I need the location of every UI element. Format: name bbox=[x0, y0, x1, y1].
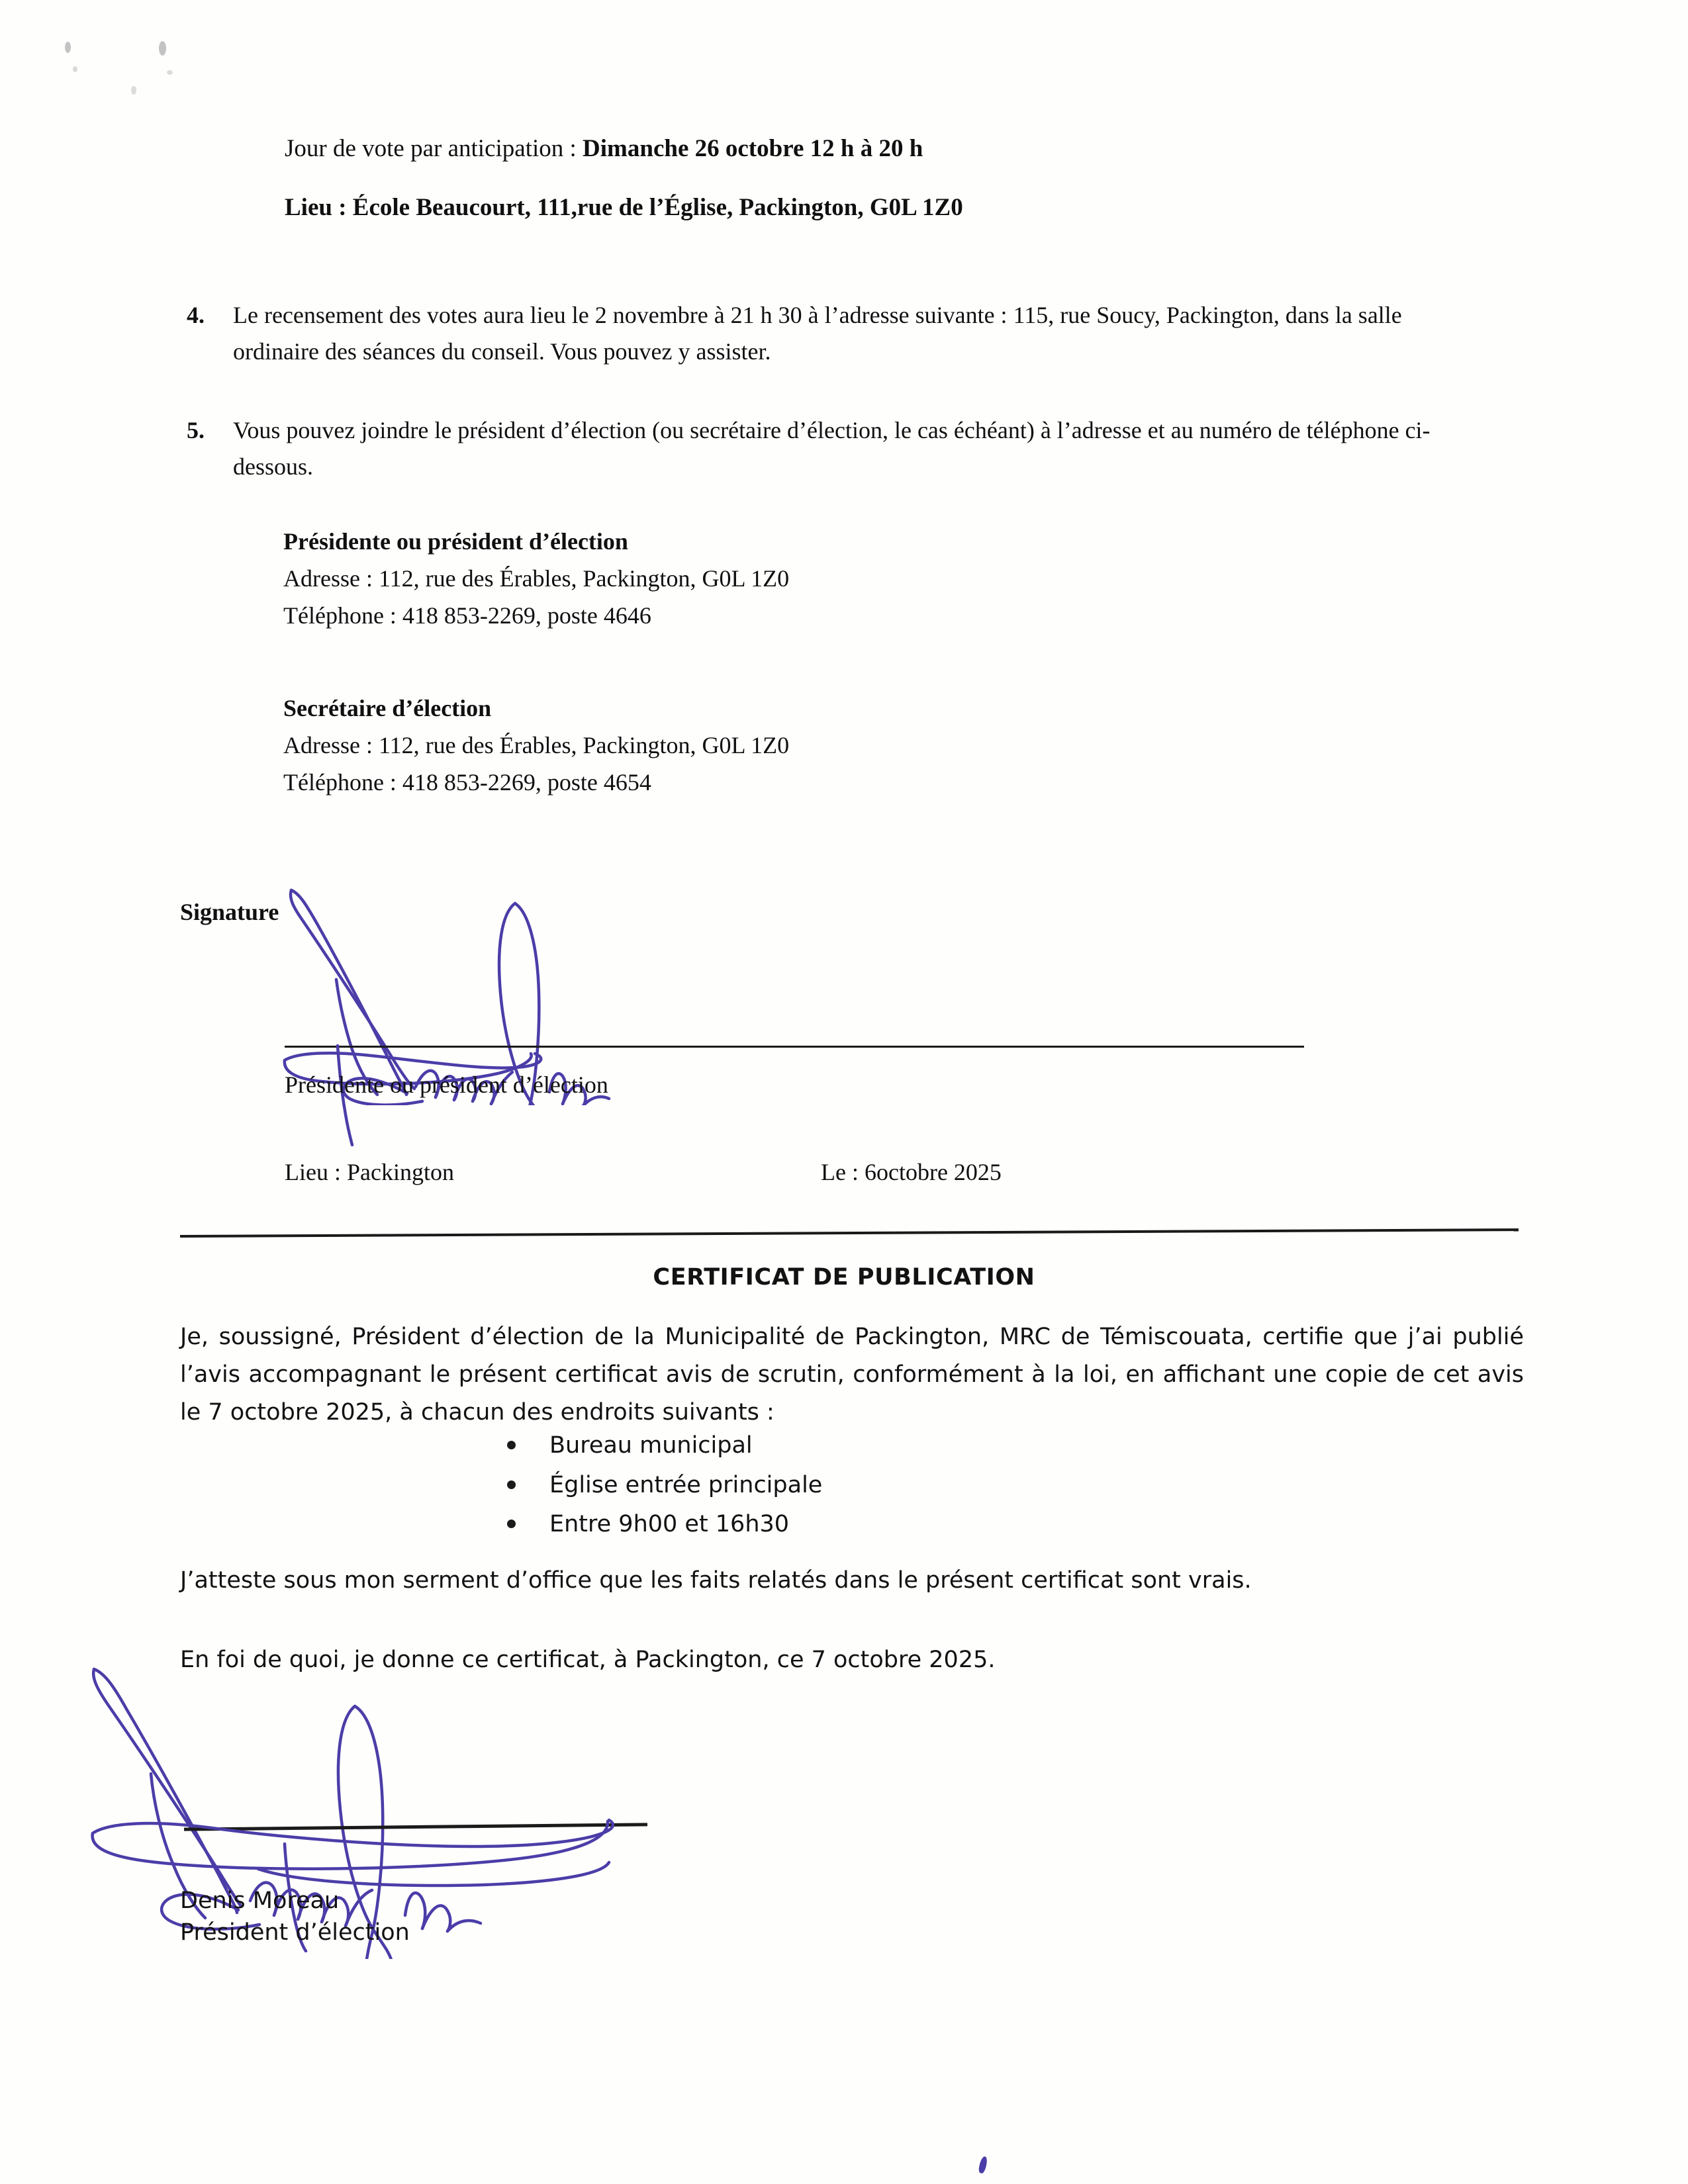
list-item bbox=[503, 1426, 822, 1466]
list-item bbox=[503, 1466, 822, 1506]
section-divider bbox=[180, 1228, 1519, 1238]
signature-place: Lieu : Packington bbox=[285, 1159, 454, 1185]
location-label: Bureau municipal bbox=[549, 1432, 753, 1459]
contact-block-president bbox=[283, 523, 789, 634]
contact-phone: Téléphone : 418 853-2269, poste 4646 bbox=[283, 602, 651, 629]
contact-address: Adresse : 112, rue des Érables, Packington, G0L 1Z0 bbox=[283, 565, 790, 592]
signature-caption-top: Présidente ou président d’élection bbox=[285, 1071, 608, 1098]
signature-flourish-bottom bbox=[79, 1780, 741, 1952]
scan-speckle bbox=[65, 42, 71, 53]
numbered-item-5 bbox=[187, 412, 1464, 484]
contact-phone: Téléphone : 418 853-2269, poste 4654 bbox=[283, 769, 651, 796]
scan-speckle bbox=[73, 66, 77, 72]
location-label: Église entrée principale bbox=[549, 1471, 823, 1498]
list-item bbox=[503, 1505, 822, 1545]
contact-address: Adresse : 112, rue des Érables, Packington, G0L 1Z0 bbox=[283, 732, 790, 759]
bullet-icon bbox=[507, 1480, 516, 1489]
signature-rule-top bbox=[285, 1046, 1304, 1048]
contact-block-secretary bbox=[283, 690, 789, 801]
signature-label: Signature bbox=[180, 899, 279, 925]
bullet-icon bbox=[507, 1441, 516, 1449]
signer-name-block bbox=[180, 1885, 410, 1949]
certificate-paragraph: Je, soussigné, Président d’élection de la Municipalité de Packington, MRC de Témiscouata, certifie que j’ai publié l’avis accompagnant le présent certificat avis de scrutin, conformément à la loi, en affichant une copie de cet avis le 7 octobre 2025, à chacun des endroits suivants : bbox=[180, 1324, 1524, 1426]
contact-role: Présidente ou président d’élection bbox=[283, 528, 628, 555]
bullet-icon bbox=[507, 1520, 516, 1528]
certificate-title: CERTIFICAT DE PUBLICATION bbox=[653, 1264, 1035, 1291]
signature-rule-bottom bbox=[184, 1823, 647, 1831]
signature-date: Le : 6octobre 2025 bbox=[821, 1159, 1002, 1185]
closing-paragraph: En foi de quoi, je donne ce certificat, à Packington, ce 7 octobre 2025. bbox=[180, 1647, 996, 1673]
numbered-item-4 bbox=[187, 297, 1464, 369]
advance-vote-line bbox=[285, 134, 923, 163]
signer-name: Denis Moreau bbox=[180, 1888, 340, 1914]
polling-location-line: Lieu : École Beaucourt, 111,rue de l’Église, Packington, G0L 1Z0 bbox=[285, 194, 963, 221]
publication-locations-list bbox=[503, 1426, 822, 1545]
item-text: Le recensement des votes aura lieu le 2 novembre à 21 h 30 à l’adresse suivante : 115, rue Soucy, Packington, dans la salle ordinaire des séances du conseil. Vous pouvez y assister. bbox=[233, 302, 1402, 365]
item-number: 4. bbox=[187, 302, 205, 328]
scan-speckle bbox=[159, 41, 166, 56]
item-number: 5. bbox=[187, 417, 205, 443]
signature-ink-bottom bbox=[79, 1641, 741, 1959]
contact-role: Secrétaire d’élection bbox=[283, 695, 492, 721]
advance-vote-label: Jour de vote par anticipation : bbox=[285, 135, 583, 162]
item-text: Vous pouvez joindre le président d’élection (ou secrétaire d’élection, le cas échéant) à l’adresse et au numéro de téléphone ci-dessous. bbox=[233, 417, 1430, 480]
signer-title: Président d’élection bbox=[180, 1919, 410, 1946]
stray-ink-mark bbox=[978, 2156, 988, 2174]
advance-vote-value: Dimanche 26 octobre 12 h à 20 h bbox=[583, 135, 923, 162]
location-label: Entre 9h00 et 16h30 bbox=[549, 1511, 790, 1537]
scan-speckle bbox=[131, 86, 136, 95]
scan-speckle bbox=[167, 70, 173, 75]
attestation-paragraph: J’atteste sous mon serment d’office que les faits relatés dans le présent certificat sont vrais. bbox=[180, 1567, 1252, 1594]
